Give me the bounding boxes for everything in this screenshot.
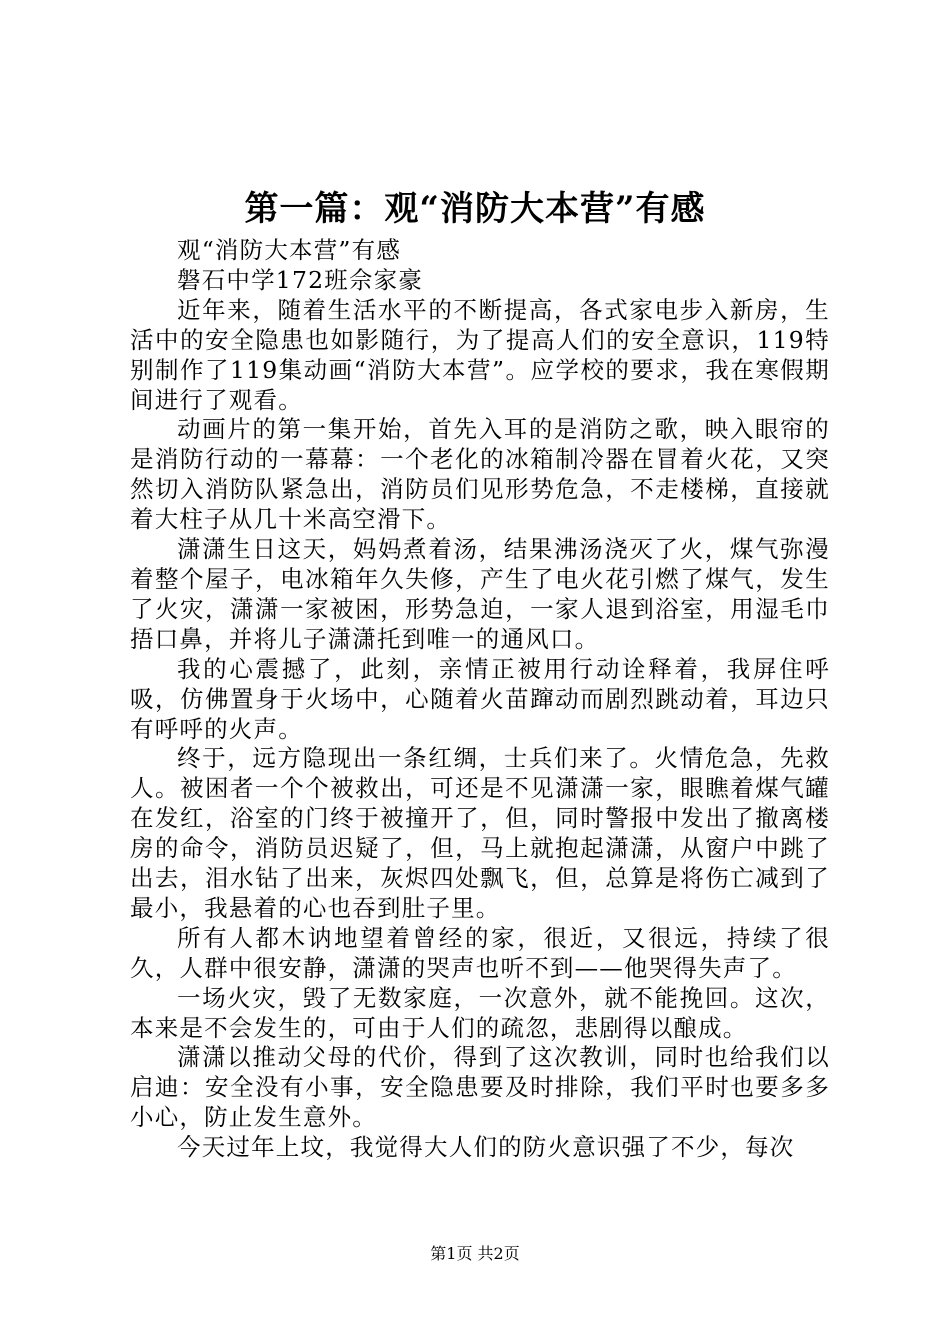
paragraph: 今天过年上坟，我觉得大人们的防火意识强了不少，每次 xyxy=(177,1133,795,1162)
paragraph: 近年来，随着生活水平的不断提高，各式家电步入新房，生活中的安全隐患也如影随行，为了提高人们的安全意识，119特别制作了119集动画“消防大本营”。应学校的要求，我在寒假期间进行了观看。 xyxy=(130,295,830,414)
paragraph: 动画片的第一集开始，首先入耳的是消防之歌，映入眼帘的是消防行动的一幕幕：一个老化的冰箱制冷器在冒着火花，又突然切入消防队紧急出，消防员们见形势危急，不走楼梯，直接就着大柱子从几十米高空滑下。 xyxy=(130,415,830,534)
document-title: 第一篇：观“消防大本营”有感 xyxy=(244,189,706,229)
paragraph: 终于，远方隐现出一条红绸，士兵们来了。火情危急，先救人。被困者一个个被救出，可还是不见潇潇一家，眼瞧着煤气罐在发红，浴室的门终于被撞开了，但，同时警报中发出了撤离楼房的命令，消防员迟疑了，但，马上就抱起潇潇，从窗户中跳了出去，泪水钻了出来，灰烬四处飘飞，但，总算是将伤亡减到了最小，我悬着的心也吞到肚子里。 xyxy=(130,744,830,922)
page-number-footer: 第1页 共2页 xyxy=(430,1244,520,1263)
paragraph: 潇潇生日这天，妈妈煮着汤，结果沸汤浇灭了火，煤气弥漫着整个屋子，电冰箱年久失修，产生了电火花引燃了煤气，发生了火灾，潇潇一家被困，形势急迫，一家人退到浴室，用湿毛巾捂口鼻，并将儿子潇潇托到唯一的通风口。 xyxy=(130,535,830,653)
paragraph: 我的心震撼了，此刻，亲情正被用行动诠释着，我屏住呼吸，仿佛置身于火场中，心随着火苗蹿动而剧烈跳动着，耳边只有呼呼的火声。 xyxy=(130,654,830,743)
paragraph-author: 磐石中学172班佘家豪 xyxy=(177,265,424,294)
paragraph: 潇潇以推动父母的代价，得到了这次教训，同时也给我们以启迪：安全没有小事，安全隐患要及时排除，我们平时也要多多小心，防止发生意外。 xyxy=(130,1043,830,1132)
document-body xyxy=(130,236,830,1163)
paragraph: 一场火灾，毁了无数家庭，一次意外，就不能挽回。这次，本来是不会发生的，可由于人们的疏忽，悲剧得以酿成。 xyxy=(130,983,830,1042)
paragraph-subtitle: 观“消防大本营”有感 xyxy=(177,236,402,264)
paragraph: 所有人都木讷地望着曾经的家，很近，又很远，持续了很久，人群中很安静，潇潇的哭声也听不到——他哭得失声了。 xyxy=(130,923,830,982)
